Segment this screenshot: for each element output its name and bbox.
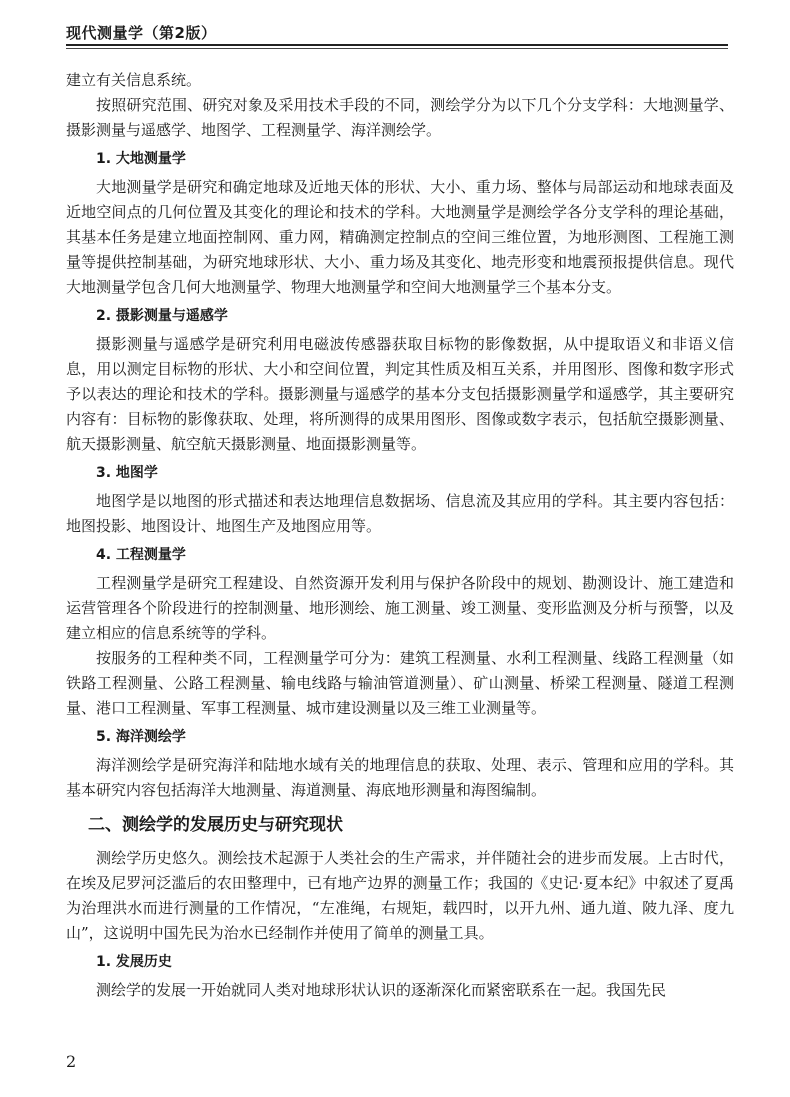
paragraph: 测绘学的发展一开始就同人类对地球形状认识的逐渐深化而紧密联系在一起。我国先民 <box>96 981 667 999</box>
paragraph: 海洋测绘学是研究海洋和陆地水域有关的地理信息的获取、处理、表示、管理和应用的学科。其基本研究内容包括海洋大地测量、海道测量、海底地形测量和海图编制。 <box>66 756 734 799</box>
subsection-heading: 1. 发展历史 <box>96 954 172 970</box>
subsection-heading: 2. 摄影测量与遥感学 <box>96 308 228 324</box>
paragraph: 建立有关信息系统。 <box>66 71 202 89</box>
paragraph: 按服务的工程种类不同，工程测量学可分为：建筑工程测量、水利工程测量、线路工程测量（如铁路工程测量、公路工程测量、输电线路与输油管道测量）、矿山测量、桥梁工程测量、隧道工程测量、港口工程测量、军事工程测量、城市建设测量以及三维工业测量等。 <box>66 649 734 717</box>
header-rule-thin <box>66 48 728 49</box>
subsection-heading: 1. 大地测量学 <box>96 151 186 167</box>
paragraph: 测绘学历史悠久。测绘技术起源于人类社会的生产需求，并伴随社会的进步而发展。上古时代，在埃及尼罗河泛滥后的农田整理中，已有地产边界的测量工作；我国的《史记·夏本纪》中叙述了夏禹为治理洪水而进行测量的工作情况，“左准绳，右规矩，载四时，以开九州、通九道、陂九泽、度九山”，这说明中国先民为治水已经制作并使用了简单的测量工具。 <box>66 849 734 942</box>
running-header: 现代测量学（第2版） <box>66 24 217 42</box>
paragraph: 地图学是以地图的形式描述和表达地理信息数据场、信息流及其应用的学科。其主要内容包括：地图投影、地图设计、地图生产及地图应用等。 <box>66 492 734 535</box>
subsection-heading: 3. 地图学 <box>96 465 158 481</box>
paragraph: 摄影测量与遥感学是研究利用电磁波传感器获取目标物的影像数据，从中提取语义和非语义信息，用以测定目标物的形状、大小和空间位置，判定其性质及相互关系，并用图形、图像和数字形式予以表达的理论和技术的学科。摄影测量与遥感学的基本分支包括摄影测量学和遥感学，其主要研究内容有：目标物的影像获取、处理，将所测得的成果用图形、图像或数字表示，包括航空摄影测量、航天摄影测量、航空航天摄影测量、地面摄影测量等。 <box>66 335 734 453</box>
page-number: 2 <box>66 1052 77 1071</box>
subsection-heading: 5. 海洋测绘学 <box>96 729 186 745</box>
section-heading: 二、测绘学的发展历史与研究现状 <box>88 815 343 835</box>
subsection-heading: 4. 工程测量学 <box>96 547 186 563</box>
paragraph: 大地测量学是研究和确定地球及近地天体的形状、大小、重力场、整体与局部运动和地球表面及近地空间点的几何位置及其变化的理论和技术的学科。大地测量学是测绘学各分支学科的理论基础，其基本任务是建立地面控制网、重力网，精确测定控制点的空间三维位置，为地形测图、工程施工测量等提供控制基础，为研究地球形状、大小、重力场及其变化、地壳形变和地震预报提供信息。现代大地测量学包含几何大地测量学、物理大地测量学和空间大地测量学三个基本分支。 <box>66 178 734 296</box>
header-rule-thick <box>66 44 728 46</box>
paragraph: 工程测量学是研究工程建设、自然资源开发利用与保护各阶段中的规划、勘测设计、施工建造和运营管理各个阶段进行的控制测量、地形测绘、施工测量、竣工测量、变形监测及分析与预警，以及建立相应的信息系统等的学科。 <box>66 574 734 642</box>
page-body <box>66 68 734 1003</box>
paragraph: 按照研究范围、研究对象及采用技术手段的不同，测绘学分为以下几个分支学科：大地测量学、摄影测量与遥感学、地图学、工程测量学、海洋测绘学。 <box>66 96 734 139</box>
